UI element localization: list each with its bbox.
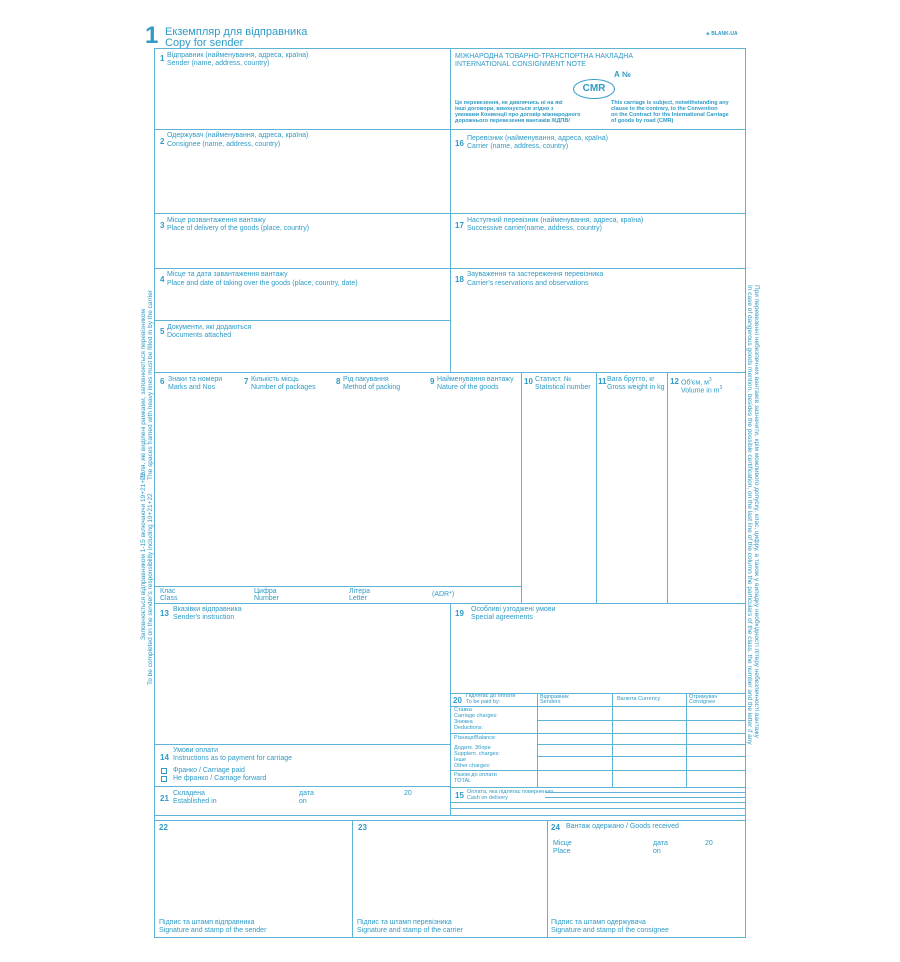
field-10-number: 10 — [524, 377, 533, 386]
copy-title-en: Copy for sender — [165, 37, 244, 49]
field-2-number: 2 — [160, 137, 165, 146]
field-22-number: 22 — [159, 823, 168, 832]
left-margin-text-2: To be completed on the sender's responsibility including 19+21+22 — [147, 493, 154, 685]
field-7-label-en: Number of packages — [251, 384, 316, 391]
field-23-label-en: Signature and stamp of the carrier — [357, 927, 463, 934]
field-19-number: 19 — [455, 609, 464, 618]
field-21-date-ua: дата — [299, 790, 314, 797]
field-15-label-en: Cash on delivery — [467, 795, 508, 801]
field-13-label-en: Sender's instruction — [173, 614, 235, 621]
adr-number-en: Number — [254, 595, 279, 602]
cmr-note-ua-1: Це перевезення, не дивлячись ні на які — [455, 100, 563, 106]
field-1-label-ua: Відправник (найменування, адреса, країна) — [167, 52, 309, 59]
cmr-note-en-3: on the Contract for the International Carriage — [611, 112, 729, 118]
right-margin-text-2: In case of dangerous goods mention, besides the possible certification, on the last line of the column the particulars of the class, the number and the letter if any — [746, 285, 753, 745]
field-20-col-consignee-en: Consignee — [689, 699, 716, 705]
field-5-label-en: Documents attached — [167, 332, 232, 339]
carriage-forward-checkbox[interactable] — [161, 776, 167, 782]
field-20-label-en: To be paid by: — [466, 699, 501, 705]
field-17-label-ua: Наступний перевізник (найменування, адреса, країна) — [467, 217, 644, 224]
field-12-en-text: Volume in m — [681, 387, 720, 395]
field-9-label-en: Nature of the goods — [437, 384, 499, 391]
copy-number: 1 — [145, 22, 159, 49]
field-20-number: 20 — [453, 696, 462, 705]
cmr-title-ua: МІЖНАРОДНА ТОВАРНО-ТРАНСПОРТНА НАКЛАДНА — [455, 53, 633, 60]
field-21-year: 20 — [404, 790, 412, 797]
field-23-number: 23 — [358, 823, 367, 832]
f20-row-carriage-en: Carriage charges: — [454, 713, 498, 719]
f20-row-total-en: TOTAL — [454, 778, 472, 784]
field-20-col-senders-ua: Відправник — [540, 694, 569, 700]
field-24-date-ua: дата — [653, 840, 668, 847]
field-22-label-ua: Підпис та штамп відправника — [159, 919, 255, 926]
left-margin-text-4: The spaces framed with heavy lines must be filled in by the carrier — [147, 289, 154, 480]
logo-text: BLANK-UA — [711, 31, 738, 37]
carriage-paid-checkbox[interactable] — [161, 768, 167, 774]
field-6-label-ua: Знаки та номери — [168, 376, 223, 383]
field-24-year: 20 — [705, 840, 713, 847]
field-21-label-ua: Складена — [173, 790, 205, 797]
field-24-place-ua: Місце — [553, 840, 572, 847]
cmr-note-ua-3: умовами Конвенції про договір міжнародного — [455, 112, 581, 118]
cmr-note-en-1: This carriage is subject, notwithstanding any — [611, 100, 729, 106]
field-1-number: 1 — [160, 54, 165, 63]
adr-letter-ua: Літера — [349, 588, 370, 595]
logo-icon: ◈ — [706, 31, 710, 37]
field-3-number: 3 — [160, 221, 165, 230]
field-24-label-ua: Підпис та штамп одержувача — [551, 919, 646, 926]
copy-title-ua: Екземпляр для відправника — [165, 26, 308, 38]
field-6-number: 6 — [160, 377, 165, 386]
f20-row-deductions-en: Deductions: — [454, 725, 484, 731]
right-margin-text-1: При перевезенні небезпечних вантажів зазначити, крім можливого допуску, клас, цифру, а також у випадку необхідності літеру небезпечності вантажу — [753, 285, 760, 738]
field-17-number: 17 — [455, 221, 464, 230]
field-16-label-en: Carrier (name, address, country) — [467, 143, 569, 150]
field-8-label-ua: Рід пакування — [343, 376, 389, 383]
field-8-number: 8 — [336, 377, 341, 386]
adr-label: (ADR*) — [432, 591, 455, 598]
field-24-title: Вантаж одержано / Goods received — [566, 823, 679, 830]
field-10-label-en: Statistical number — [535, 384, 591, 391]
f20-row-supplem-ua: Додатк. Збори — [454, 745, 491, 751]
field-11-label-ua: Вага брутто, кг — [607, 376, 655, 383]
field-20-col-consignee-ua: Отримувач — [689, 694, 718, 700]
field-1-label-en: Sender (name, address, country) — [167, 60, 270, 67]
field-9-label-ua: Найменування вантажу — [437, 376, 514, 383]
field-15-number: 15 — [455, 791, 464, 800]
field-11-number: 11 — [598, 377, 607, 386]
field-13-label-ua: Вказівки відправника — [173, 606, 242, 613]
f20-row-other-ua: Інше — [454, 757, 467, 763]
field-11-label-en: Gross weight in kg — [607, 384, 665, 391]
field-5-number: 5 — [160, 327, 165, 336]
field-22-label-en: Signature and stamp of the sender — [159, 927, 267, 934]
cmr-number-label: А № — [614, 70, 631, 79]
f20-row-carriage-ua: Ставка — [454, 707, 472, 713]
field-6-label-en: Marks and Nos — [168, 384, 216, 391]
field-18-label-ua: Зауваження та застереження перевізника — [467, 271, 604, 278]
field-12-ua-sup: 3 — [708, 377, 712, 383]
field-10-label-ua: Статист. № — [535, 376, 572, 383]
field-16-label-ua: Перевізник (найменування, адреса, країна) — [467, 135, 608, 142]
field-19-label-ua: Особливі узгоджені умови — [471, 606, 556, 613]
field-24-number: 24 — [551, 823, 560, 832]
field-20-col-currency: Валюта Currency — [617, 696, 661, 702]
field-19-label-en: Special agreements — [471, 614, 533, 621]
cmr-note-ua-4: дорожнього перевезення вантажів /КДПВ/ — [455, 118, 570, 124]
carriage-forward-label: Не франко / Carriage forward — [173, 775, 267, 782]
field-7-number: 7 — [244, 377, 249, 386]
field-17-label-en: Successive carrier(name, address, country) — [467, 225, 602, 232]
field-18-label-en: Carrier's reservations and observations — [467, 280, 589, 287]
field-7-label-ua: Кількість місць — [251, 376, 299, 383]
field-5-label-ua: Документи, які додаються — [167, 324, 252, 331]
field-14-label-ua: Умови оплати — [173, 747, 219, 754]
field-24-date-en: on — [653, 848, 661, 855]
adr-letter-en: Letter — [349, 595, 367, 602]
field-13-number: 13 — [160, 609, 169, 618]
field-14-number: 14 — [160, 753, 169, 762]
cmr-badge: CMR — [573, 79, 615, 99]
field-15-label-ua: Оплата, яка підлягає поверненню — [467, 789, 554, 795]
field-21-date-en: on — [299, 798, 307, 805]
field-4-label-ua: Місце та дата завантаження вантажу — [167, 271, 288, 278]
field-8-label-en: Method of packing — [343, 384, 401, 391]
cmr-title-en: INTERNATIONAL CONSIGNMENT NOTE — [455, 61, 586, 68]
field-21-number: 21 — [160, 794, 169, 803]
field-2-label-ua: Одержувач (найменування, адреса, країна) — [167, 132, 309, 139]
f20-row-balance: Різниця/Balance — [454, 735, 496, 741]
field-4-number: 4 — [160, 275, 165, 284]
field-14-label-en: Instructions as to payment for carriage — [173, 755, 293, 762]
logo — [706, 30, 738, 38]
adr-class-en: Class — [160, 595, 178, 602]
field-21-label-en: Established in — [173, 798, 217, 805]
f20-row-other-en: Other charges: — [454, 763, 491, 769]
cmr-note-en-2: clause to the contrary, to the Convention — [611, 106, 718, 112]
field-12-number: 12 — [670, 377, 679, 386]
field-24-place-en: Place — [553, 848, 571, 855]
field-24-label-en: Signature and stamp of the consignee — [551, 927, 669, 934]
field-12-ua-text: Об'єм, м — [681, 379, 709, 387]
field-3-label-en: Place of delivery of the goods (place, country) — [167, 225, 310, 232]
field-4-label-en: Place and date of taking over the goods (place, country, date) — [167, 280, 358, 287]
carriage-paid-label: Франко / Carriage paid — [173, 767, 245, 774]
f20-row-supplem-en: Supplem. charges: — [454, 751, 500, 757]
adr-class-ua: Клас — [160, 588, 176, 595]
field-18-number: 18 — [455, 275, 464, 284]
f20-row-deductions-ua: Знижка — [454, 719, 473, 725]
field-20-col-senders-en: Senders — [540, 699, 561, 705]
cmr-note-en-4: of goods by road (CMR) — [611, 118, 674, 124]
f20-row-total-ua: Разом до оплати — [454, 772, 497, 778]
field-12-en-sup: 3 — [719, 385, 723, 391]
left-margin-text-3: Поля, які виділені рамками, заповнюються перевізником — [140, 308, 147, 480]
adr-number-ua: Цифра — [254, 588, 277, 595]
field-2-label-en: Consignee (name, address, country) — [167, 141, 281, 148]
field-20-label-ua: Підлягає до оплати — [466, 693, 516, 699]
left-margin-text-1: Заповнюється відправником 1-15 включаючи 19+21+22 — [140, 472, 147, 640]
field-16-number: 16 — [455, 139, 464, 148]
field-3-label-ua: Місце розвантаження вантажу — [167, 217, 266, 224]
field-9-number: 9 — [430, 377, 435, 386]
cmr-note-ua-2: інші договори, виконується згідно з — [455, 106, 554, 112]
field-12-label-en — [681, 384, 722, 395]
field-23-label-ua: Підпис та штамп перевізника — [357, 919, 452, 926]
